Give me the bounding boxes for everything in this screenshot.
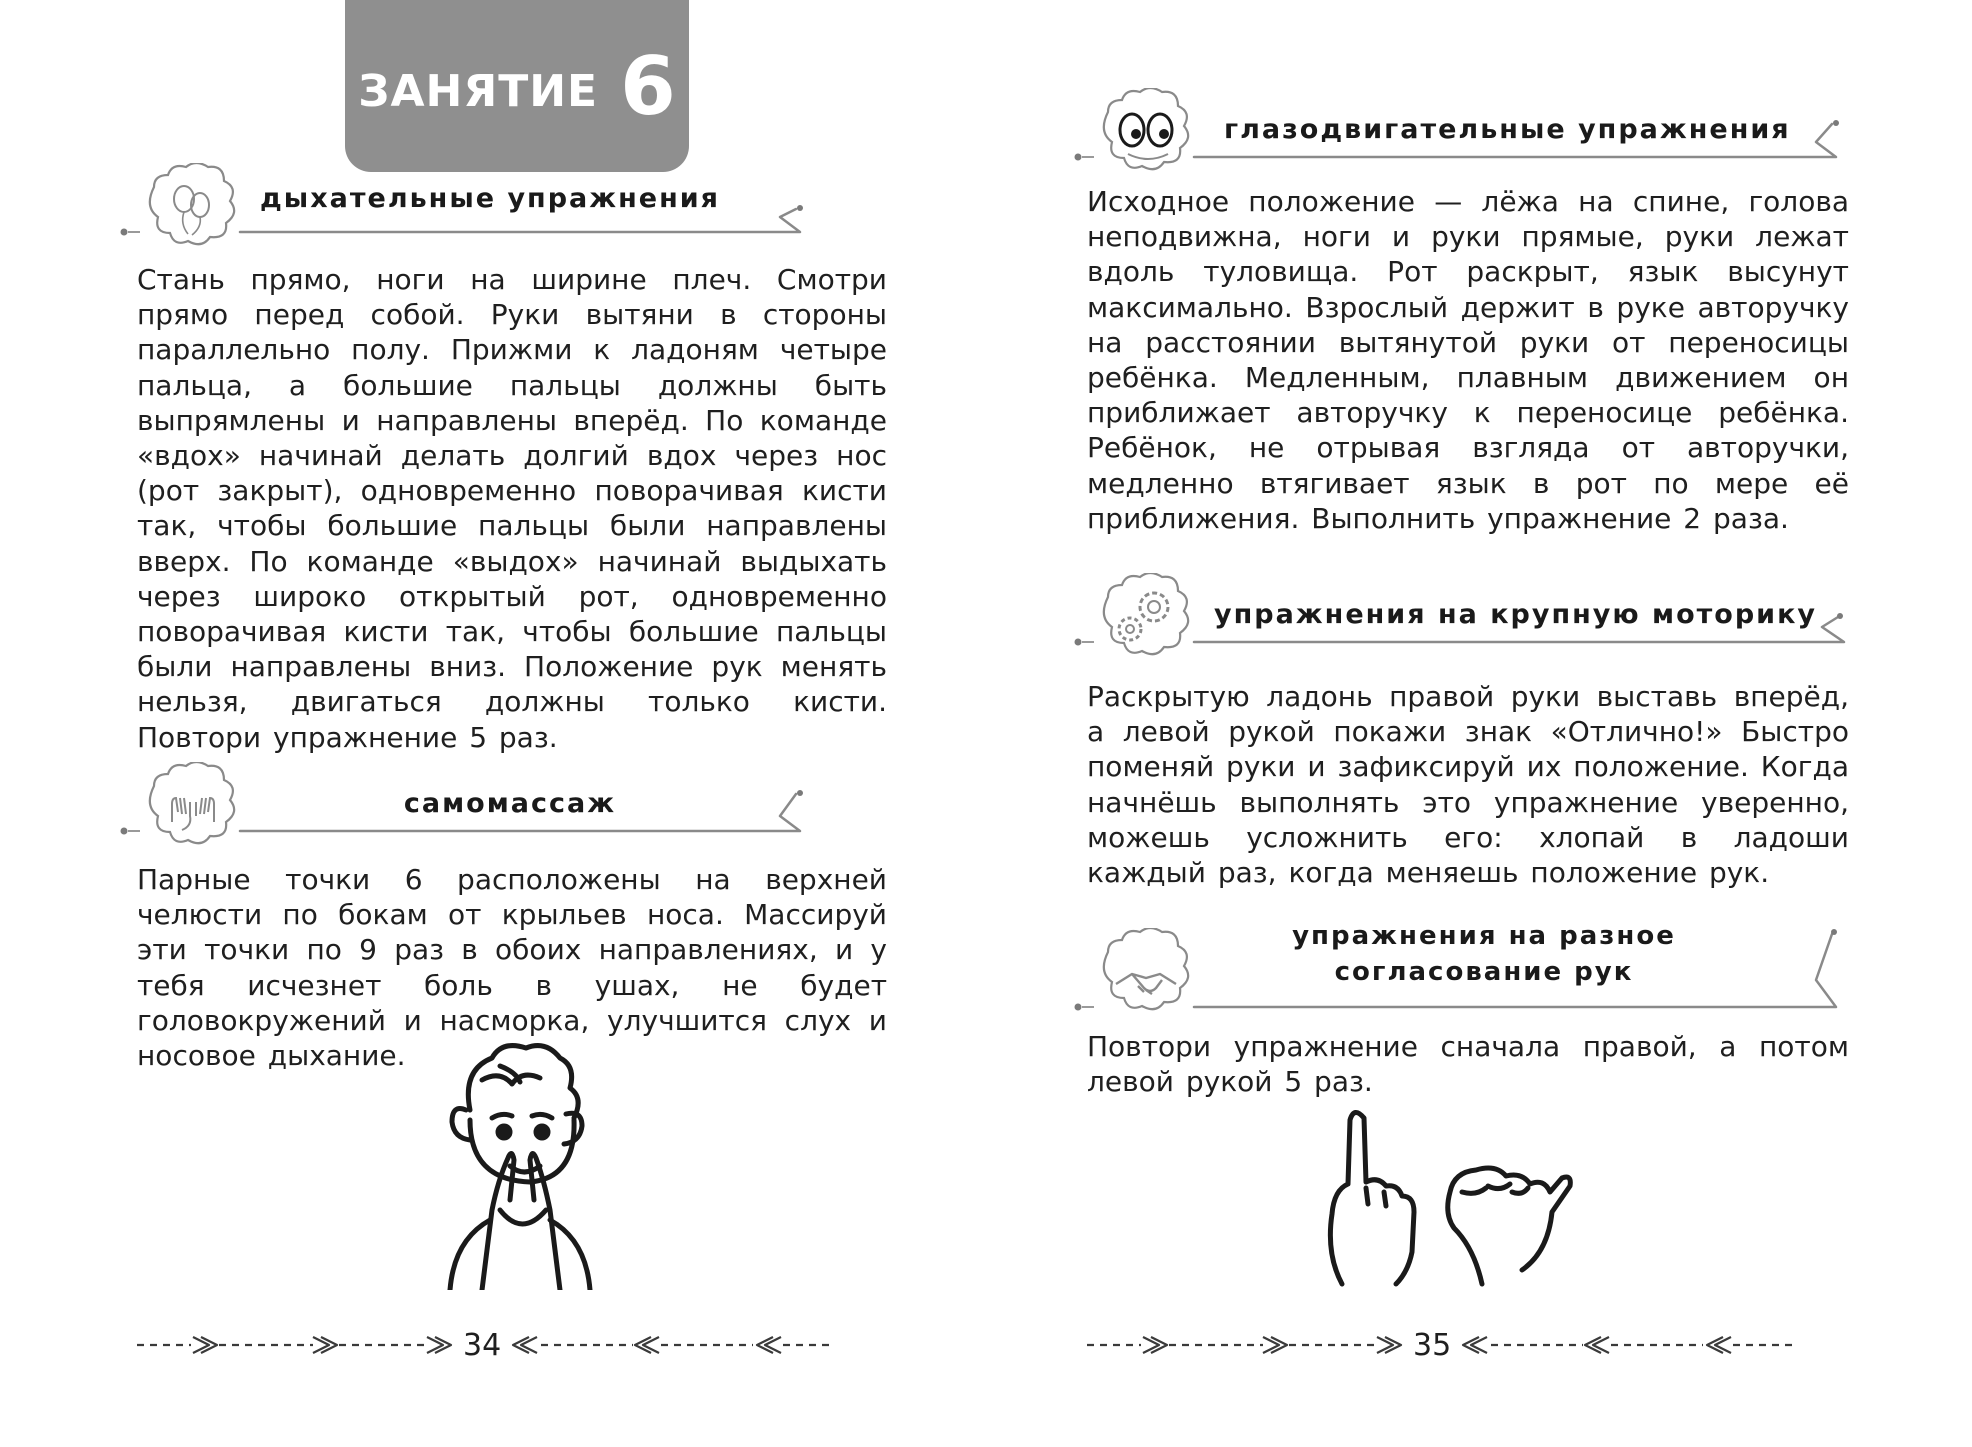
motor-title: упражнения на крупную моторику	[1214, 599, 1818, 630]
eye-heading	[1074, 88, 1844, 168]
lesson-tab	[345, 0, 689, 172]
motor-heading	[1074, 573, 1844, 653]
coordination-title-line2: согласование рук	[1334, 957, 1634, 987]
page-number-left: 34	[463, 1327, 502, 1363]
hands-massage-icon	[134, 762, 252, 852]
eyes-icon	[1088, 88, 1206, 178]
coordination-heading	[1074, 918, 1844, 1018]
lesson-tab-number: 6	[620, 39, 676, 133]
boy-massaging-face-illustration	[430, 1040, 600, 1290]
breathing-title: дыхательные упражнения	[260, 183, 720, 214]
eye-title: глазодвигательные упражнения	[1224, 114, 1791, 145]
handshake-icon	[1088, 928, 1206, 1018]
coordination-text: Повтори упражнение сначала правой, а потом левой рукой 5 раз.	[1087, 1030, 1849, 1099]
right-page	[986, 0, 1972, 1447]
page-number-right: 35	[1413, 1327, 1452, 1363]
hand-gestures-illustration	[1322, 1100, 1592, 1290]
footer-left	[137, 1325, 887, 1365]
massage-title: самомассаж	[403, 788, 617, 819]
eye-text: Исходное положение — лёжа на спине, голова неподвижна, ноги и руки прямые, руки лежат вдоль туловища. Рот раскрыт, язык высунут максимально. Взрослый держит в руке авторучку на расстоянии вытянутой руки от переносицы ребёнка. Медленным, плавным движением он приближает авторучку к переносице ребёнка. Ребёнок, не отрывая взгляда от авторучки, медленно втягивает язык в рот по мере её приближения. Выполнить упражнение 2 раза.	[1087, 185, 1849, 535]
gears-icon	[1088, 573, 1206, 663]
arrow-divider-left	[1087, 1325, 1403, 1365]
massage-text: Парные точки 6 расположены на верхней челюсти по бокам от крыльев носа. Массируй эти точки по 9 раз в обоих направлениях, и у тебя исчезнет боль в ушах, не будет головокружений и насморка, улучшится слух и носовое дыхание.	[137, 863, 887, 1073]
lesson-tab-word: ЗАНЯТИЕ	[358, 65, 599, 117]
breathing-text: Стань прямо, ноги на ширине плеч. Смотри прямо перед собой. Руки вытяни в стороны параллельно полу. Прижми к ладоням четыре пальца, а большие пальцы должны быть выпрямлены и направлены вперёд. По команде «вдох» начинай делать долгий вдох через нос (рот закрыт), одновременно поворачивая кисти так, чтобы большие пальцы были направлены вверх. По команде «выдох» начинай выдыхать через широко открытый рот, одновременно поворачивая кисти так, чтобы большие пальцы были направлены вниз. Положение рук менять нельзя, двигаться должны только кисти. Повтори упражнение 5 раз.	[137, 263, 887, 754]
footer-right	[1087, 1325, 1849, 1365]
breathing-heading	[120, 163, 810, 243]
balloons-icon	[134, 163, 252, 253]
coordination-title	[1204, 918, 1764, 990]
arrow-divider-left	[137, 1325, 453, 1365]
massage-heading	[120, 762, 810, 842]
coordination-title-line1: упражнения на разное	[1292, 921, 1676, 951]
arrow-divider-right	[1461, 1325, 1797, 1365]
arrow-divider-right	[511, 1325, 835, 1365]
motor-text: Раскрытую ладонь правой руки выставь вперёд, а левой рукой покажи знак «Отлично!» Быстро поменяй руки и зафиксируй их положение. Когда начнёшь выполнять это упражнение уверенно, можешь усложнить его: хлопай в ладоши каждый раз, когда меняешь положение рук.	[1087, 680, 1849, 890]
